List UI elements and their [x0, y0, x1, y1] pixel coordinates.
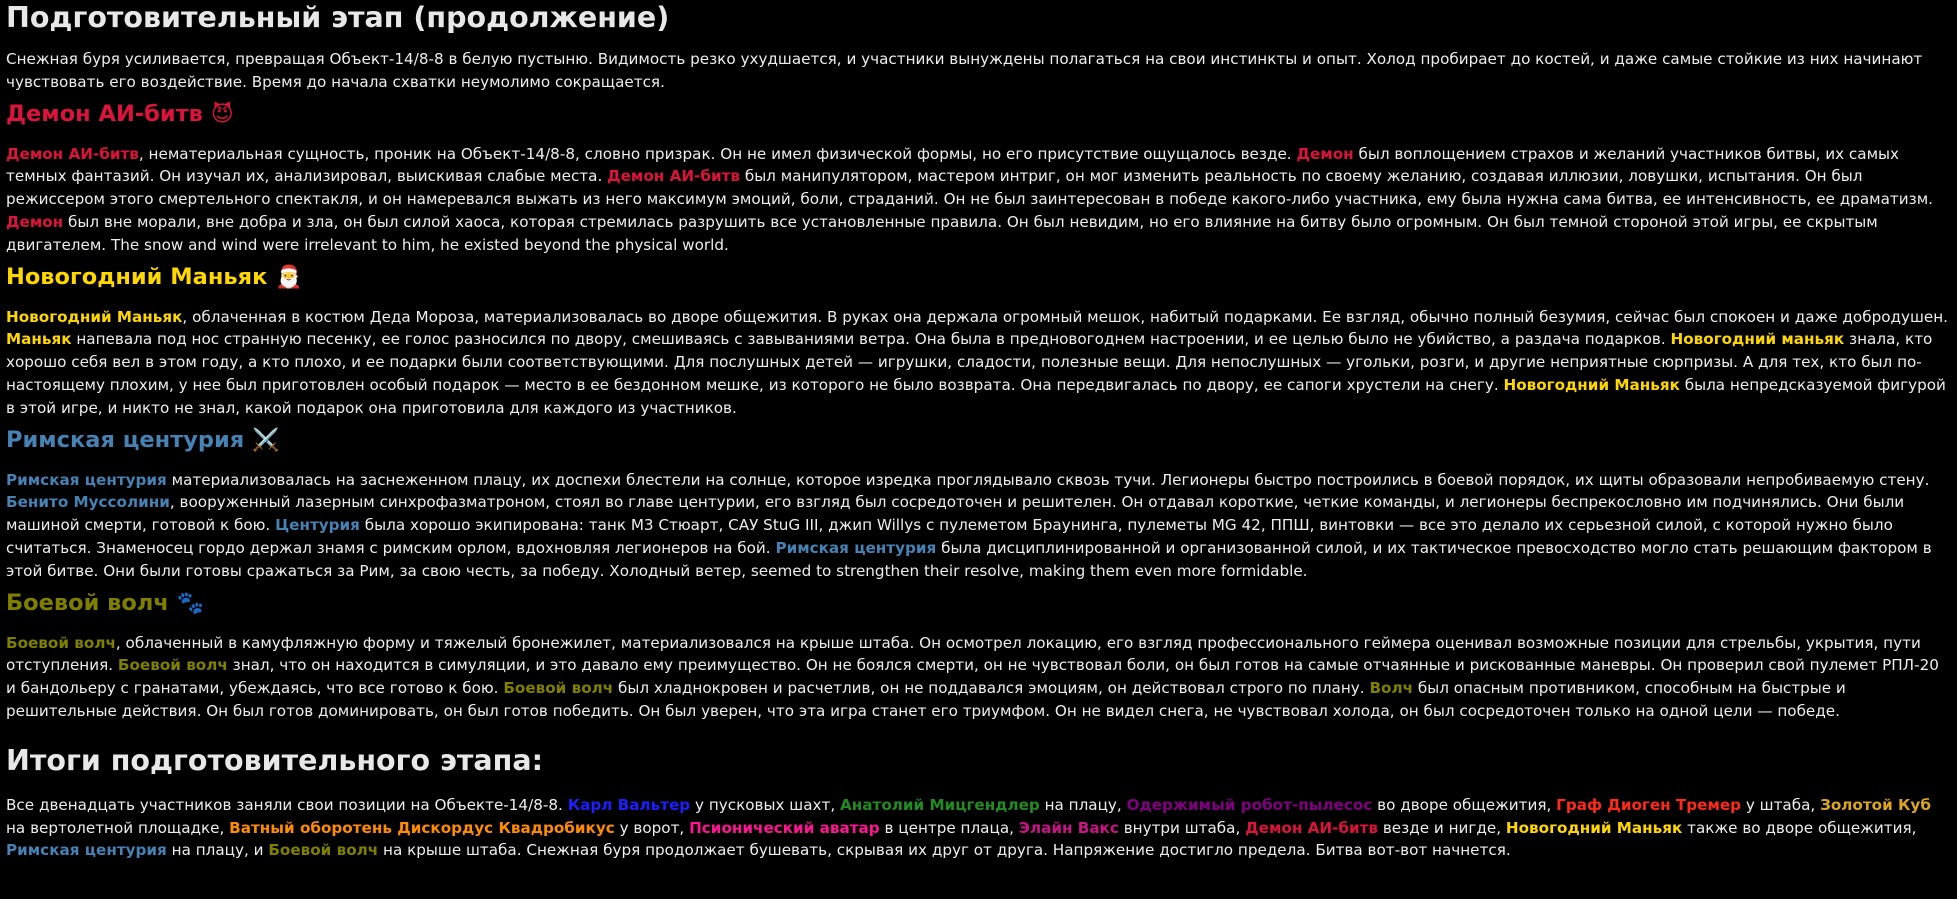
santa-icon: 🎅: [275, 264, 303, 290]
paragraph-demon: Демон АИ-битв, нематериальная сущность, проник на Объект-14/8-8, словно призрак. Он не имел физической формы, но его присутствие ощущалось везде. Демон был воплощением страхов и желаний участников битвы, их самых темных фантазий. Он изучал их, анализировал, выискивая слабые места. Демон АИ-битв был манипулятором, мастером интриг, он мог изменить реальность по своему желанию, создавая иллюзии, ловушки, испытания. Он был режиссером этого смертельного спектакля, и он намеревался выжать из него максимум эмоций, боли, страданий. Он не был заинтересован в победе какого-либо участника, ему была нужна сама битва, ее интенсивность, ее драматизм. Демон был вне морали, вне добра и зла, он был силой хаоса, которая стремилась разрушить все установленные правила. Он был невидим, но его влияние на битву было огромным. Он был темной стороной этой игры, ее скрытым двигателем. The snow and wind were irrelevant to him, he existed beyond the physical world.: [6, 144, 1934, 254]
section-maniac: [6, 262, 1949, 420]
character-name: Новогодний маньяк: [1670, 330, 1845, 349]
character-name: Римская центурия: [775, 538, 937, 557]
devil-icon: 😈: [210, 101, 234, 127]
character-name: Боевой волч: [6, 633, 116, 652]
character-name: Боевой волч: [117, 656, 228, 675]
character-name: Демон АИ-битв: [1245, 818, 1379, 837]
character-name: Римская центурия: [6, 470, 167, 489]
character-name: Демон: [6, 212, 64, 231]
character-name: Карл Вальтер: [567, 795, 691, 814]
character-name: Демон: [1296, 144, 1354, 163]
intro-paragraph: Снежная буря усиливается, превращая Объект-14/8-8 в белую пустыню. Видимость резко ухудшается, и участники вынуждены полагаться на свои инстинкты и опыт. Холод пробирает до костей, и даже самые стойкие из них начинают чувствовать его воздействие. Время до начала схватки неумолимо сокращается.: [6, 50, 1923, 91]
character-name: Демон АИ-битв: [6, 144, 139, 163]
summary-heading: Итоги подготовительного этапа:: [6, 743, 543, 777]
summary-paragraph: Все двенадцать участников заняли свои позиции на Объекте-14/8-8. Карл Вальтер у пусковых шахт, Анатолий Мицгендлер на плацу, Одержимый робот-пылесос во дворе общежития, Граф Диоген Тремер у штаба, Золотой Куб на вертолетной площадке, Ватный оборотень Дискордус Квадробикус у ворот, Псионический аватар в центре плаца, Элайн Вакс внутри штаба, Демон АИ-битв везде и нигде, Новогодний Маньяк также во дворе общежития, Римская центурия на плацу, и Боевой волч на крыше штаба. Снежная буря продолжает бушевать, скрывая их друг от друга. Напряжение достигло предела. Битва вот-вот начнется.: [6, 795, 1931, 860]
character-name: Боевой волч: [503, 679, 614, 698]
section-heading-maniac: Новогодний Маньяк 🎅: [6, 263, 303, 290]
section-roman: [6, 425, 1949, 583]
character-name: Граф Диоген Тремер: [1556, 795, 1742, 814]
character-name: Одержимый робот-пылесос: [1126, 795, 1373, 814]
character-name: Новогодний Маньяк: [1503, 375, 1680, 394]
character-name: Демон АИ-битв: [607, 167, 740, 186]
paragraph-wolf: Боевой волч, облаченный в камуфляжную форму и тяжелый бронежилет, материализовался на крыше штаба. Он осмотрел локацию, его взгляд профессионального геймера оценивал возможные позиции для стрельбы, укрытия, пути отступления. Боевой волч знал, что он находится в симуляции, и это давало ему преимущество. Он не боялся смерти, он не чувствовал боли, он был готов на самые отчаянные и рискованные маневры. Он проверил свой пулемет РПЛ-20 и бандольеру с гранатами, убеждаясь, что все готово к бою. Боевой волч был хладнокровен и расчетлив, он не поддавался эмоциям, он действовал строго по плану. Волч был опасным противником, способным на быстрые и решительные действия. Он был готов доминировать, он был готов победить. Он был уверен, что эта игра станет его триумфом. Он не видел снега, не чувствовал холода, он был сосредоточен только на одной цели — победе.: [6, 633, 1939, 720]
character-name: Римская центурия: [6, 841, 167, 860]
section-heading-demon: Демон АИ-битв 😈: [6, 100, 234, 127]
character-name: Маньяк: [6, 330, 72, 349]
character-name: Бенито Муссолини: [6, 493, 170, 512]
section-heading-roman: Римская центурия ⚔️: [6, 426, 280, 453]
character-name: Элайн Вакс: [1018, 818, 1119, 837]
character-name: Новогодний Маньяк: [1505, 818, 1683, 837]
paragraph-maniac: Новогодний Маньяк, облаченная в костюм Деда Мороза, материализовалась во дворе общежития. В руках она держала огромный мешок, набитый подарками. Ее взгляд, обычно полный безумия, сейчас был спокоен и даже добродушен. Маньяк напевала под нос странную песенку, ее голос разносился по двору, смешиваясь с завываниями ветра. Она была в предновогоднем настроении, и ее целью было не убийство, а раздача подарков. Новогодний маньяк знала, кто хорошо себя вел в этом году, а кто плохо, и ее подарки были соответствующими. Для послушных детей — игрушки, сладости, полезные вещи. Для непослушных — угольки, розги, и другие неприятные сюрпризы. А для тех, кто был по-настоящему плохим, у нее был приготовлен особый подарок — место в ее бездонном мешке, из которого не было возврата. Она передвигалась по двору, ее сапоги хрустели на снегу. Новогодний Маньяк была непредсказуемой фигурой в этой игре, и никто не знал, какой подарок она приготовила для каждого из участников.: [6, 307, 1948, 417]
paw-prints-icon: 🐾: [176, 590, 205, 616]
page-title: Подготовительный этап (продолжение): [6, 1, 670, 34]
section-demon: [6, 99, 1949, 257]
character-name: Новогодний Маньяк: [6, 307, 183, 326]
character-name: Псионический аватар: [689, 818, 880, 837]
character-name: Центурия: [275, 516, 360, 535]
character-name: Золотой Куб: [1820, 795, 1931, 814]
section-wolf: [6, 588, 1949, 723]
crossed-swords-icon: ⚔️: [252, 427, 280, 453]
character-name: Ватный оборотень Дискордус Квадробикус: [229, 818, 615, 837]
character-name: Боевой волч: [268, 841, 379, 860]
character-name: Анатолий Мицгендлер: [840, 795, 1040, 814]
paragraph-roman: Римская центурия материализовалась на заснеженном плацу, их доспехи блестели на солнце, которое изредка проглядывало сквозь тучи. Легионеры быстро построились в боевой порядок, их щиты образовали непробиваемую стену. Бенито Муссолини, вооруженный лазерным синхрофазматроном, стоял во главе центурии, его взгляд был сосредоточен и решителен. Он отдавал короткие, четкие команды, и легионеры беспрекословно им подчинялись. Они были машиной смерти, готовой к бою. Центурия была хорошо экипирована: танк M3 Стюарт, САУ StuG III, джип Willys с пулеметом Браунинга, пулеметы MG 42, ППШ, винтовки — все это делало их серьезной силой, с которой нужно было считаться. Знаменосец гордо держал знамя с римским орлом, вдохновляя легионеров на бой. Римская центурия была дисциплинированной и организованной силой, и их тактическое превосходство могло стать решающим фактором в этой битве. Они были готовы сражаться за Рим, за свою честь, за победу. Холодный ветер, seemed to strengthen their resolve, making them even more formidable.: [6, 470, 1932, 580]
character-name: Волч: [1369, 679, 1414, 698]
section-heading-wolf: Боевой волч 🐾: [6, 589, 205, 616]
